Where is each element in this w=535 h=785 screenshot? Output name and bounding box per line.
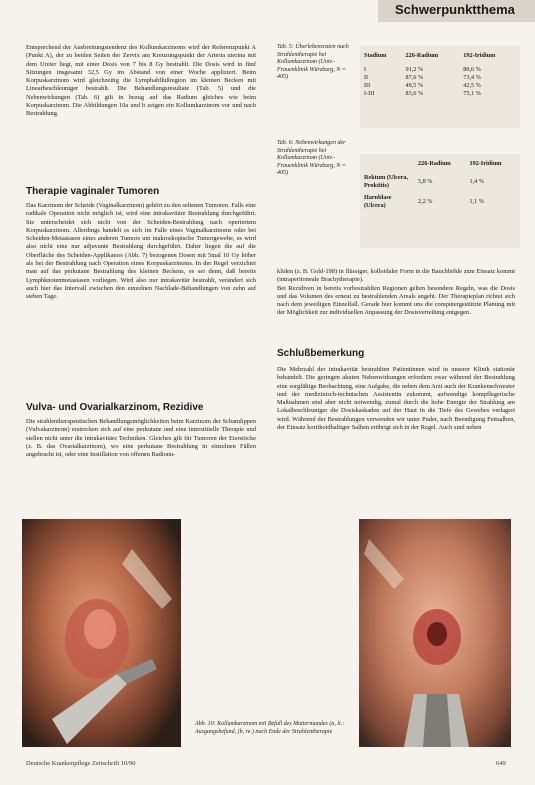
heading-conclusion: Schlußbemerkung (277, 348, 365, 359)
table-row (362, 82, 518, 90)
figure-photo-left (22, 519, 181, 747)
table-cell: Harnblase (Ulcera) (364, 194, 392, 209)
figure-caption: Abb. 10: Kollumkarzinom mit Befall des Muttermundes (a, li.: Ausgangsbefund, (b, re.) nach Ende der Strahlentherapie (195, 721, 345, 735)
table-cell: III (364, 82, 371, 89)
table-row (362, 174, 518, 190)
table6-box (360, 154, 520, 248)
table-cell: 87,6 % (405, 74, 424, 81)
table-row (362, 66, 518, 74)
table-row (362, 194, 518, 210)
heading-vaginal-tumors: Therapie vaginaler Tumoren (26, 186, 160, 197)
body-column-right-2 (277, 366, 515, 432)
table-cell: 2,2 % (418, 198, 433, 205)
table-cell: 73,4 % (463, 74, 481, 81)
paragraph-continuation: kliden (z. B. Gold-198) in flüssiger, kolloidaler Form in die Bauchhöhle zum Einsatz kommt (intraperitoneale Brachytherapie). (277, 268, 515, 284)
table-cell: 42,5 % (463, 82, 481, 89)
table-cell: I (364, 66, 367, 73)
table-cell: 91,2 % (405, 66, 424, 73)
table-cell: 80,6 % (463, 66, 481, 73)
body-column-left-3 (26, 418, 256, 459)
table6 (362, 160, 518, 210)
table-cell: 83,6 % (405, 90, 424, 97)
table-header-row (362, 52, 518, 60)
table-row (362, 90, 518, 98)
table5-box (360, 46, 520, 128)
paragraph-rezidiv: Bei Rezidiven in bereits vorbestrahlten Regionen gelten besondere Regeln, was die Dosis und das Volumen des erneut zu bestrahlenden Areals angeht. Der Therapieplan richtet sich nach dem jeweiligen Einzelfall. Gerade hier kommt uns die computergestützte Planung mit der Möglichkeit zur individuellen Anpassung der Dosisverteilung entgegen. (277, 284, 515, 317)
table6-caption: Tab. 6: Nebenwirkungen der Strahlentherapie bei Kollumkarzinom (Univ.-Frauenklinik Würzburg, N = 405) (277, 140, 346, 177)
table-cell: 1,1 % (469, 198, 484, 205)
table-header: Stadium (364, 52, 387, 59)
table-row (362, 74, 518, 82)
photo-left-illustration (22, 519, 181, 747)
table5-caption: Tab. 5: Überlebensraten nach Strahlentherapie bei Kollumkarzinom (Univ.-Frauenklinik Würzburg, N = 405) (277, 44, 349, 81)
section-title: Schwerpunktthema (395, 2, 515, 17)
footer-journal: Deutsche Krankenpflege Zeitschrift 10/90 (26, 760, 136, 767)
heading-vulva-ovarial: Vulva- und Ovarialkarzinom, Rezidive (26, 402, 204, 413)
table-cell: II (364, 74, 369, 81)
body-column-left-2 (26, 202, 256, 302)
table5 (362, 52, 518, 98)
table-cell: 5,8 % (418, 178, 433, 185)
page-number: 649 (496, 760, 506, 767)
paragraph-conclusion: Die Mehrzahl der intrakavitär bestrahlten Patientinnen wird in unserer Klinik stationär behandelt. Die geringen akuten Nebenwirkungen erfordern zwar während der Bestrahlung eine sorgfältige Beobachtung, eine Aufgabe, die neben dem Arzt auch der Krankenschwester und der medizinisch-technischen Assistentin zukommt, aufwendige kompflegerische Maßnahmen sind aber nicht notwendig, zumal durch die hohe Energie der Strahlung am Lokalbeschleuniger die Dosiskaskaden auf der Haut in die Tiefe des Gewebes verlagert wird. Während der Bestrahlungen verwenden wir unter Puder, nach Beendigung Fettsalben, der Einsatz kortikoidhaltiger Salben erübrigt sich in der Regel. Auch sind neben (277, 366, 515, 432)
paragraph-intro: Entsprechend der Ausbreitungstendenz des Kollumkarzinoms wird der Referenzpunkt A (Punkt A), der zu beiden Seiten der Zervix am Kreuzungspunkt der Arteria uterina mit dem Ureter liegt, mit einer Dosis von 7 bis 8 Gy bestrahlt. Die Dosis wird in fünf Sitzungen insgesamt 32,5 Gy im Abstand von einer Woche appliziert. Beim Korpuskarzinom wird gleichzeitig die Lymphabflußregion im kleinen Becken mit Linearbeschleuniger bestrahlt. Die Behandlungsresultate (Tab. 5) und die Nebenwirkungen (Tab. 6) gilt in bezug auf das Radium gleiches wie beim Korpuskarzinom. Die Abbildungen 10a und b zeigen ein Kollumkarzinom vor und nach Bestrahlung. (26, 44, 256, 118)
table-header: 226-Radium (405, 52, 439, 59)
table-cell: 1,4 % (469, 178, 484, 185)
table-header: 226-Radium (418, 160, 451, 167)
table-cell: Rektum (Ulcera, Proktitis) (364, 174, 408, 189)
table-cell: 49,5 % (405, 82, 424, 89)
body-column-left (26, 44, 256, 119)
table-header (362, 160, 416, 168)
table-header-row (362, 160, 518, 168)
table-cell: I-III (364, 90, 375, 97)
photo-right-illustration (359, 519, 511, 747)
paragraph-vulva: Die strahlentherapeutischen Behandlungsmöglichkeiten beim Karzinom der Schamlippen (Vulvakarzinom) erstrecken sich auf eine perkutane und eine interstitielle Therapie und stellen nicht unter die intrakavitäre Techniken. Gleiches gilt für Tumoren der Eierstöcke (z. B. das Ovarialkarzinom), wo eine perkutane Bestrahlung in einzelnen Fällen angebracht ist, oder eine Instillation von offenen Radionu- (26, 418, 256, 459)
table-header: 192-Iridium (463, 52, 496, 59)
figure-caption-area (183, 519, 273, 747)
figure-photo-right (359, 519, 511, 747)
table-header: 192-Iridium (469, 160, 502, 167)
body-column-right (277, 268, 515, 318)
table-cell: 75,1 % (463, 90, 481, 97)
paragraph-vaginal: Das Karzinom der Scheide (Vaginalkarzinom) gehört zu den seltenen Tumoren. Falls eine radikale Operation nicht möglich ist, wird eine intrakavitäre Bestrahlung durchgeführt. Sie unterscheidet sich nicht von der Scheiden-Bestrahlung nach operiertem Korpuskarzinom. Allerdings handelt es sich im Falle eines Vaginalkarzinoms oder bei Scheiden-Metastasen eines anderen Tumors um makroskopische Tumorgewebe, es wird also nicht eine nur adjuvante Bestrahlung durchgeführt. Daher liegen die auf die Oberfläche des Scheiden-Applikators (Abb. 7) bezogenen Dosen mit 5mal 10 Gy höher als bei der Bestrahlung nach Operation eines Korpuskarzinoms. In der Regel verzichtet man auf das perkutane Bestrahlung des kleinen Beckens, es sei denn, daß bereits Lymphknotenmetastasen vorliegen. Wird also nur intrakavitär bestrahlt, verändert sich auch hier das Intervall zwischen den einzelnen Nachlade-Behandlungen von zehn auf sieben Tage. (26, 202, 256, 301)
